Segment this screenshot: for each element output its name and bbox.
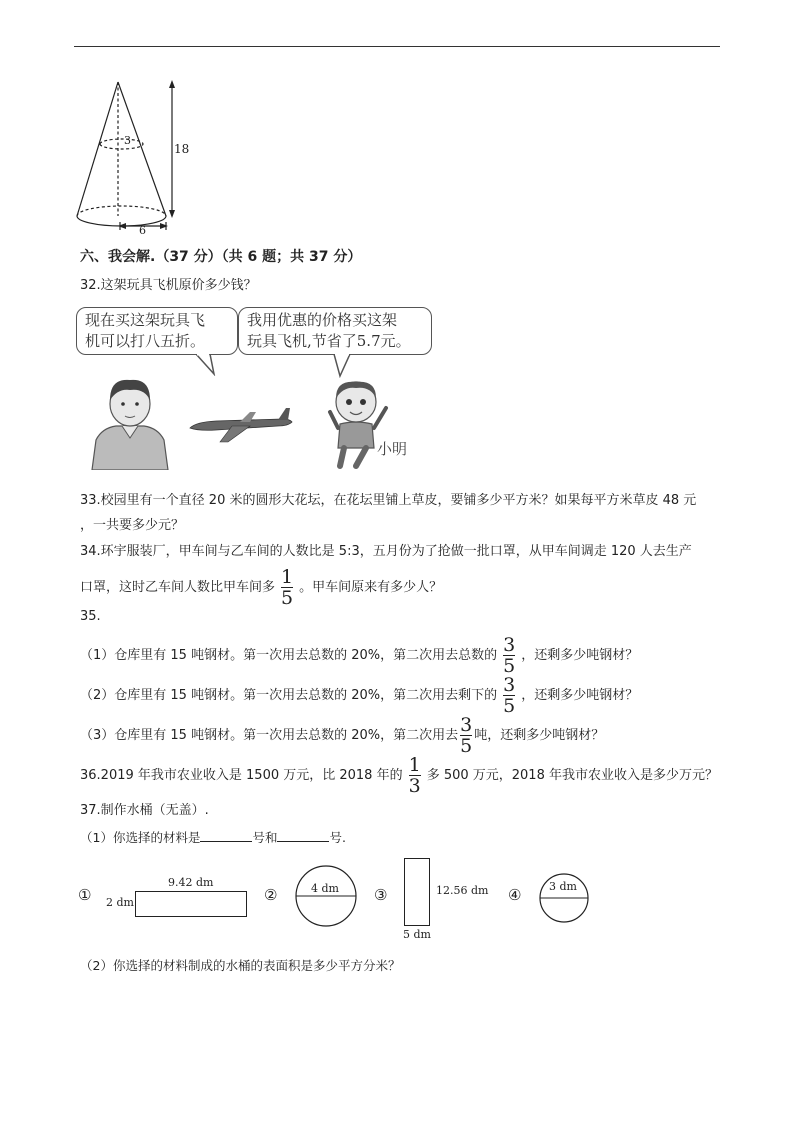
q35-p1-numerator: 3 — [503, 634, 516, 656]
question-35-part-2 — [80, 676, 638, 715]
q37-sub1-c: 号. — [329, 830, 346, 845]
question-33-line-2: ，一共要多少元？ — [80, 518, 185, 533]
boy-illustration — [88, 372, 172, 470]
q36-text-pre: 36.2019 年我市农业收入是 1500 万元，比 2018 年的 — [80, 767, 403, 783]
material-2-number: ② — [264, 886, 278, 904]
question-37-part-2: （2）你选择的材料制成的水桶的表面积是多少平方分米？ — [80, 958, 401, 973]
cone-top-radius-label: 3 — [124, 134, 131, 147]
material-1-number: ① — [78, 886, 92, 904]
q35-p1-fraction — [503, 636, 515, 675]
q36-fraction-numerator: 1 — [408, 754, 421, 776]
question-35-part-3 — [80, 716, 604, 755]
bubble-left-line-1: 现在买这架玩具飞 — [85, 311, 206, 329]
material-1-height: 2 dm — [106, 896, 134, 909]
material-3-height: 12.56 dm — [436, 884, 489, 897]
question-37-title: 37.制作水桶（无盖）. — [80, 803, 209, 818]
q34-fraction-numerator: 1 — [281, 566, 294, 588]
airplane-illustration — [186, 402, 296, 446]
q37-sub1-a: （1）你选择的材料是 — [80, 830, 201, 845]
q36-text-post: 多 500 万元，2018 年我市农业收入是多少万元？ — [426, 767, 718, 783]
material-4-diameter: 3 dm — [549, 880, 577, 893]
q35-p3-post: 吨，还剩多少吨钢材？ — [474, 727, 605, 743]
material-3-width: 5 dm — [403, 928, 431, 941]
q35-p2-pre: （2）仓库里有 15 吨钢材。第一次用去总数的 20%，第二次用去剩下的 — [80, 687, 498, 703]
question-34-line-2 — [80, 568, 442, 607]
speech-bubble-left — [76, 307, 238, 355]
bubble-right-line-1: 我用优惠的价格买这架 — [247, 311, 398, 329]
question-32: 32.这架玩具飞机原价多少钱？ — [80, 278, 257, 293]
material-1-rectangle — [135, 891, 247, 917]
q35-p1-denominator: 5 — [503, 655, 516, 677]
q35-p3-denominator: 5 — [460, 735, 473, 757]
q34-fraction — [281, 568, 293, 607]
q35-p2-fraction — [503, 676, 515, 715]
q36-fraction — [409, 756, 421, 795]
q35-p3-numerator: 3 — [460, 714, 473, 736]
q35-p2-post: ，还剩多少吨钢材？ — [521, 687, 639, 703]
q34-text-pre: 口罩，这时乙车间人数比甲车间多 — [80, 579, 276, 595]
q35-p2-denominator: 5 — [503, 695, 516, 717]
xiaoming-label: 小明 — [377, 440, 408, 458]
q35-p1-post: ，还剩多少吨钢材？ — [521, 647, 639, 663]
cone-height-label: 18 — [174, 142, 190, 156]
material-2-circle — [294, 864, 358, 928]
q36-fraction-denominator: 3 — [408, 775, 421, 797]
question-35-part-1 — [80, 636, 638, 675]
speech-bubble-right — [238, 307, 432, 355]
q35-p3-pre: （3）仓库里有 15 吨钢材。第一次用去总数的 20%，第二次用去 — [80, 727, 459, 743]
cone-bottom-radius-label: 6 — [139, 224, 146, 237]
q35-p3-fraction — [460, 716, 472, 755]
q34-fraction-denominator: 5 — [281, 587, 294, 609]
question-34-line-1: 34.环宇服装厂，甲车间与乙车间的人数比是 5:3，五月份为了抢做一批口罩，从甲车间调走 120 人去生产 — [80, 544, 692, 559]
q34-text-post: 。甲车间原来有多少人？ — [299, 579, 443, 595]
material-2-diameter: 4 dm — [311, 882, 339, 895]
bubble-left-tail — [194, 354, 218, 376]
material-1-width: 9.42 dm — [168, 876, 214, 889]
bubble-right-line-2: 玩具飞机,节省了5.7元。 — [247, 332, 411, 350]
header-rule — [74, 46, 720, 47]
section-title: 六、我会解.（37 分）（共 6 题；共 37 分） — [80, 249, 362, 265]
question-37-part-1 — [80, 828, 346, 846]
question-35-label: 35. — [80, 609, 101, 624]
material-3-rectangle — [404, 858, 430, 926]
q37-sub1-b: 号和 — [252, 830, 278, 845]
question-36 — [80, 756, 718, 795]
question-33-line-1: 33.校园里有一个直径 20 米的圆形大花坛，在花坛里铺上草皮，要铺多少平方米？如果每平方米草皮 48 元 — [80, 493, 697, 508]
q35-p1-pre: （1）仓库里有 15 吨钢材。第一次用去总数的 20%，第二次用去总数的 — [80, 647, 498, 663]
answer-blank-1[interactable] — [200, 829, 252, 842]
material-4-number: ④ — [508, 886, 522, 904]
q35-p2-numerator: 3 — [503, 674, 516, 696]
material-3-number: ③ — [374, 886, 388, 904]
bubble-left-line-2: 机可以打八五折。 — [85, 332, 206, 350]
cone-figure — [70, 76, 190, 236]
answer-blank-2[interactable] — [277, 829, 329, 842]
